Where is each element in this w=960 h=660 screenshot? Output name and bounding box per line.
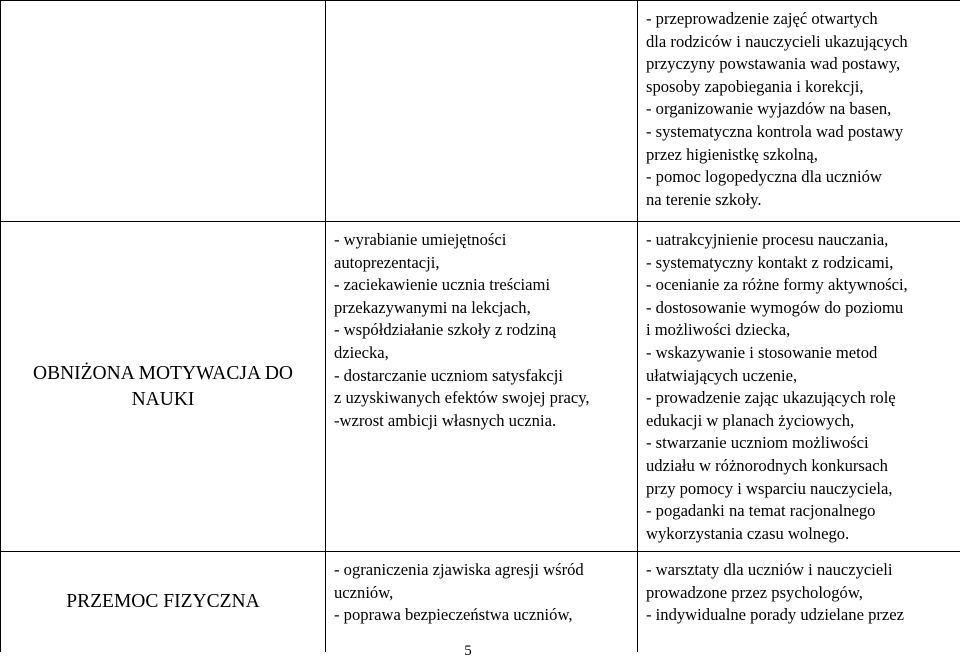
goals-text [326, 222, 637, 432]
text-line: dziecka, [334, 342, 631, 365]
text-line: - ocenianie za różne formy aktywności, [646, 274, 954, 297]
actions-cell [638, 1, 960, 222]
text-line: dla rodziców i nauczycieli ukazujących [646, 31, 954, 54]
text-line: - prowadzenie zając ukazujących rolę [646, 387, 954, 410]
text-line: - systematyczny kontakt z rodzicami, [646, 252, 954, 275]
issue-label-line: PRZEMOC FIZYCZNA [7, 589, 319, 615]
text-line: -wzrost ambicji własnych ucznia. [334, 410, 631, 433]
text-line: na terenie szkoły. [646, 189, 954, 212]
goals-cell [326, 222, 638, 552]
text-line: - poprawa bezpieczeństwa uczniów, [334, 604, 631, 627]
actions-cell [638, 222, 960, 552]
text-line: - dostarczanie uczniom satysfakcji [334, 365, 631, 388]
text-line: udziału w różnorodnych konkursach [646, 455, 954, 478]
text-line: przez higienistkę szkolną, [646, 144, 954, 167]
text-line: przekazywanymi na lekcjach, [334, 297, 631, 320]
text-line: - organizowanie wyjazdów na basen, [646, 98, 954, 121]
text-line: - wyrabianie umiejętności [334, 229, 631, 252]
text-line: edukacji w planach życiowych, [646, 410, 954, 433]
issue-cell [1, 1, 326, 222]
text-line: przyczyny powstawania wad postawy, [646, 53, 954, 76]
text-line: - indywidualne porady udzielane przez [646, 604, 954, 627]
text-line: - ograniczenia zjawiska agresji wśród [334, 559, 631, 582]
text-line: prowadzone przez psychologów, [646, 582, 954, 605]
text-line: - współdziałanie szkoły z rodziną [334, 319, 631, 342]
actions-text [638, 552, 960, 627]
text-line: - uatrakcyjnienie procesu nauczania, [646, 229, 954, 252]
issue-label-line: NAUKI [7, 387, 319, 413]
text-line: - zaciekawienie ucznia treściami [334, 274, 631, 297]
text-line: - systematyczna kontrola wad postawy [646, 121, 954, 144]
page-number: 5 [0, 642, 936, 660]
text-line: z uzyskiwanych efektów swojej pracy, [334, 387, 631, 410]
goals-cell [326, 1, 638, 222]
text-line: autoprezentacji, [334, 252, 631, 275]
issue-label-line: OBNIŻONA MOTYWACJA DO [7, 361, 319, 387]
issue-label [1, 589, 325, 615]
text-line: sposoby zapobiegania i korekcji, [646, 76, 954, 99]
actions-cell [638, 552, 960, 653]
text-line: - warsztaty dla uczniów i nauczycieli [646, 559, 954, 582]
issue-cell [1, 552, 326, 653]
table-row [1, 222, 960, 552]
issue-label [1, 361, 325, 413]
text-line: - pogadanki na temat racjonalnego [646, 500, 954, 523]
actions-text [638, 222, 960, 545]
text-line: i możliwości dziecka, [646, 319, 954, 342]
text-line: - przeprowadzenie zajęć otwartych [646, 8, 954, 31]
text-line: uczniów, [334, 582, 631, 605]
text-line: - stwarzanie uczniom możliwości [646, 432, 954, 455]
actions-text [638, 1, 960, 211]
text-line: ułatwiających uczenie, [646, 365, 954, 388]
text-line: - wskazywanie i stosowanie metod [646, 342, 954, 365]
goals-cell [326, 552, 638, 653]
text-line: przy pomocy i wsparciu nauczyciela, [646, 478, 954, 501]
issue-cell [1, 222, 326, 552]
table-row [1, 1, 960, 222]
goals-text [326, 552, 637, 627]
text-line: - dostosowanie wymogów do poziomu [646, 297, 954, 320]
text-line: - pomoc logopedyczna dla uczniów [646, 166, 954, 189]
text-line: wykorzystania czasu wolnego. [646, 523, 954, 546]
table-row [1, 552, 960, 653]
